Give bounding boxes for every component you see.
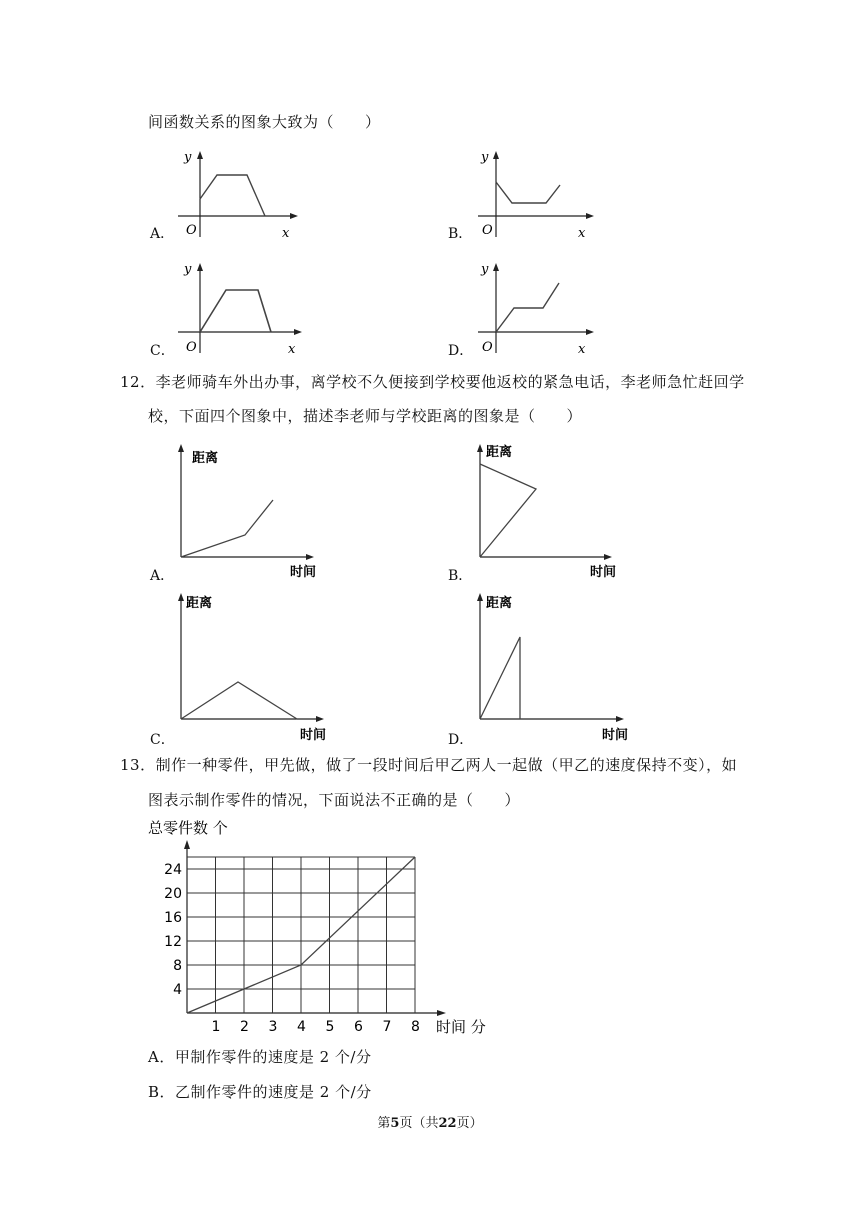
q13-stem-line2: 图表示制作零件的情况，下面说法不正确的是（ ） xyxy=(148,791,521,809)
x-axis-label: x xyxy=(578,342,586,357)
y-tick-label: 4 xyxy=(173,982,182,998)
option-letter: B． xyxy=(448,226,473,242)
origin-label: O xyxy=(186,223,197,238)
footer-suffix: 页） xyxy=(456,1116,483,1131)
y-tick-label: 16 xyxy=(164,910,182,926)
q11-graph-b xyxy=(470,145,610,245)
y-axis-label: y xyxy=(184,262,192,277)
chart-ylabel: 总零件数 个 xyxy=(148,819,228,837)
x-tick-label: 1 xyxy=(211,1019,221,1035)
option-letter: B． xyxy=(448,568,473,584)
x-axis-label: 时间 xyxy=(602,728,629,743)
q12-graph-d xyxy=(470,587,640,747)
x-axis-label: 时间 xyxy=(300,728,327,743)
option-letter: A． xyxy=(150,568,175,584)
x-tick-label: 5 xyxy=(325,1019,335,1035)
x-axis-label: x xyxy=(578,226,586,241)
origin-label: O xyxy=(482,223,493,238)
footer-prefix: 第 xyxy=(377,1116,391,1131)
q13-chart xyxy=(140,815,500,1040)
x-axis-label: x xyxy=(282,226,290,241)
option-letter: C． xyxy=(150,732,175,748)
x-tick-label: 2 xyxy=(240,1019,249,1035)
y-tick-label: 20 xyxy=(164,886,182,902)
q11-graph-a xyxy=(170,145,310,245)
footer-page-number: 5 xyxy=(390,1116,400,1131)
q12-graph-c xyxy=(170,587,340,747)
y-axis-label: 距离 xyxy=(186,596,213,611)
x-tick-label: 7 xyxy=(382,1019,392,1035)
q13-choice-b: B．乙制作零件的速度是 2 个/分 xyxy=(148,1083,372,1101)
x-axis-label: 时间 xyxy=(290,565,317,580)
x-axis-arrow xyxy=(437,1010,446,1016)
y-tick-label: 12 xyxy=(164,934,182,950)
origin-label: O xyxy=(186,340,197,355)
footer-middle: 页（共 xyxy=(399,1116,439,1131)
chart-xlabel: 时间 分 xyxy=(436,1018,486,1036)
q11-text-tail: 间函数关系的图象大致为（ ） xyxy=(148,113,381,131)
y-axis-label: 距离 xyxy=(486,445,513,460)
x-tick-label: 8 xyxy=(411,1019,420,1035)
option-letter: C． xyxy=(150,343,175,359)
y-tick-label: 8 xyxy=(173,958,182,974)
q13-choice-a: A．甲制作零件的速度是 2 个/分 xyxy=(148,1048,372,1066)
q12-stem-line1: 12．李老师骑车外出办事，离学校不久便接到学校要他返校的紧急电话，李老师急忙赶回学 xyxy=(120,373,745,391)
page-footer xyxy=(0,1112,860,1131)
x-axis-label: x xyxy=(288,342,296,357)
option-letter: D． xyxy=(448,343,474,359)
y-axis-label: 距离 xyxy=(192,451,219,466)
q11-graph-d xyxy=(470,257,610,357)
q12-graph-a xyxy=(170,440,340,580)
x-tick-label: 4 xyxy=(297,1019,306,1035)
q11-graph-c xyxy=(170,257,310,357)
option-letter: D． xyxy=(448,732,474,748)
y-axis-label: y xyxy=(481,262,489,277)
x-tick-label: 6 xyxy=(354,1019,363,1035)
x-axis-label: 时间 xyxy=(590,565,617,580)
y-axis-label: y xyxy=(481,150,489,165)
origin-label: O xyxy=(482,340,493,355)
y-axis-label: y xyxy=(184,150,192,165)
q12-graph-b xyxy=(470,440,640,580)
footer-total-pages: 22 xyxy=(438,1116,457,1131)
y-axis-label: 距离 xyxy=(486,596,513,611)
y-tick-label: 24 xyxy=(164,862,182,878)
y-axis-arrow xyxy=(184,840,190,849)
q12-stem-line2: 校，下面四个图象中，描述李老师与学校距离的图象是（ ） xyxy=(148,407,583,425)
x-tick-label: 3 xyxy=(268,1019,278,1035)
option-letter: A． xyxy=(150,226,175,242)
q13-stem-line1: 13．制作一种零件，甲先做，做了一段时间后甲乙两人一起做（甲乙的速度保持不变），如 xyxy=(120,756,738,774)
